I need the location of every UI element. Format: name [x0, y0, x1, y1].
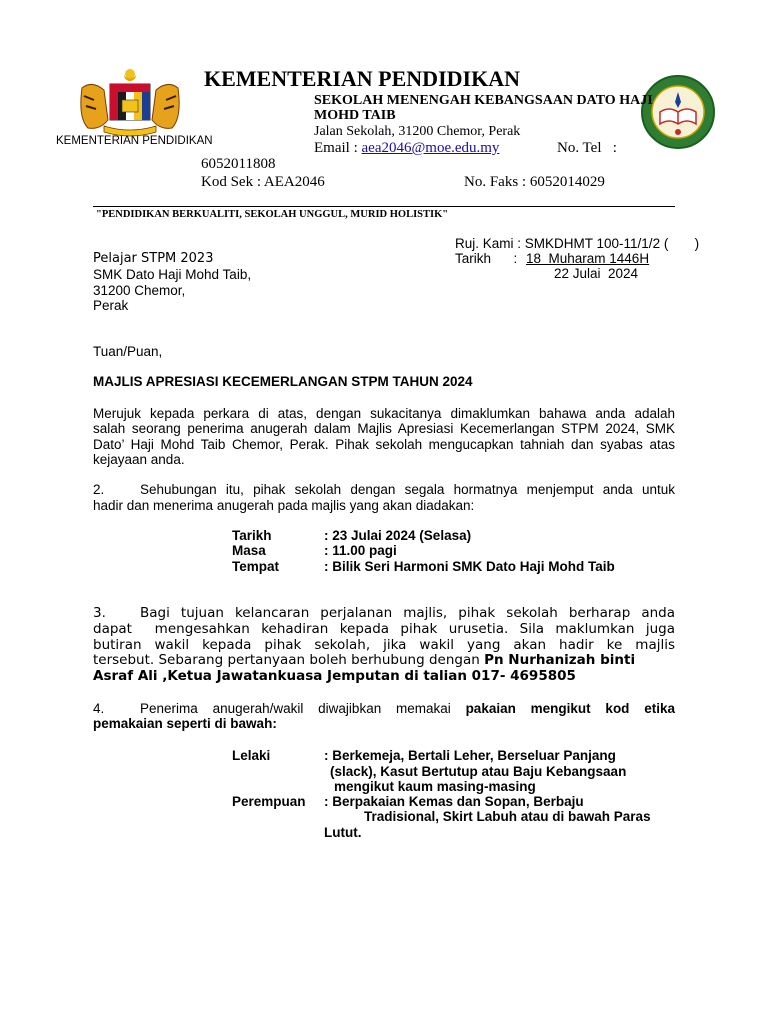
fax-number: No. Faks : 6052014029 — [464, 174, 605, 190]
para3-line3: butiran wakil kepada pihak sekolah, jika wakil yang akan hadir ke majlis — [93, 637, 675, 653]
para3-line1: Bagi tujuan kelancaran perjalanan majlis, pihak sekolah berharap anda — [140, 605, 675, 621]
header-divider — [93, 206, 675, 207]
salutation: Tuan/Puan, — [93, 344, 163, 359]
event-time-value: : 11.00 pagi — [324, 543, 397, 558]
para1-line3: Dato’ Haji Mohd Taib Chemor, Perak. Pihak sekolah mengucapkan tahniah dan syabas atas — [93, 437, 675, 452]
dress-female-line2: Tradisional, Skirt Labuh atau di bawah Paras — [364, 809, 651, 824]
tel-label: No. Tel : — [557, 140, 617, 156]
recipient-line1: Pelajar STPM 2023 — [93, 251, 214, 266]
school-motto: "PENDIDIKAN BERKUALITI, SEKOLAH UNGGUL, MURID HOLISTIK" — [96, 209, 449, 220]
para1-line4: kejayaan anda. — [93, 452, 185, 467]
tel-number: 6052011808 — [201, 156, 276, 172]
dress-male-label: Lelaki — [232, 748, 271, 763]
para3-line4-plain: tersebut. Sebarang pertanyaan boleh berhubung dengan — [93, 652, 485, 668]
ministry-title: KEMENTERIAN PENDIDIKAN — [204, 66, 520, 91]
letter-subject: MAJLIS APRESIASI KECEMERLANGAN STPM TAHUN 2024 — [93, 374, 473, 389]
para1-line1: Merujuk kepada perkara di atas, dengan sukacitanya dimaklumkan bahawa anda adalah — [93, 406, 675, 421]
school-badge-icon — [640, 74, 716, 150]
school-address: Jalan Sekolah, 31200 Chemor, Perak — [314, 124, 521, 139]
para4-number: 4. — [93, 701, 105, 716]
para2-line1: Sehubungan itu, pihak sekolah dengan segala hormatnya menjemput anda untuk — [140, 482, 675, 497]
para2-number: 2. — [93, 482, 105, 497]
coat-of-arms-icon — [60, 66, 200, 146]
event-venue-value: : Bilik Seri Harmoni SMK Dato Haji Mohd Taib — [324, 559, 615, 574]
email-line — [314, 140, 499, 157]
event-date-label: Tarikh — [232, 528, 272, 543]
contact-details: Asraf Ali ,Ketua Jawatankuasa Jemputan di talian 017- 4695805 — [93, 668, 576, 684]
school-name-line1: SEKOLAH MENENGAH KEBANGSAAN DATO HAJI — [314, 93, 653, 108]
para4-line1-plain: Penerima anugerah/wakil diwajibkan memakai — [140, 701, 466, 716]
para4-line1 — [140, 701, 675, 716]
reference-date-hijri: 18 Muharam 1446H — [526, 251, 650, 266]
para3-number: 3. — [93, 605, 106, 621]
recipient-line2: SMK Dato Haji Mohd Taib, — [93, 267, 252, 282]
para3-line2: dapat mengesahkan kehadiran kepada pihak urusetia. Sila maklumkan juga — [93, 621, 675, 637]
school-name-line2: MOHD TAIB — [314, 108, 396, 123]
ministry-logo-caption: KEMENTERIAN PENDIDIKAN — [56, 135, 213, 147]
para4-line2: pemakaian seperti di bawah: — [93, 716, 277, 731]
dress-male-line3: mengikut kaum masing-masing — [334, 779, 536, 794]
dress-male-line1: : Berkemeja, Bertali Leher, Berseluar Panjang — [324, 748, 616, 763]
school-badge — [640, 74, 716, 150]
email-label: Email : — [314, 140, 358, 156]
ministry-logo — [60, 66, 200, 146]
recipient-line3: 31200 Chemor, — [93, 283, 186, 298]
para4-line1-bold: pakaian mengikut kod etika — [465, 701, 675, 716]
reference-date-label: Tarikh : — [455, 251, 518, 266]
event-venue-label: Tempat — [232, 559, 280, 574]
event-date-value: : 23 Julai 2024 (Selasa) — [324, 528, 472, 543]
school-code: Kod Sek : AEA2046 — [201, 174, 325, 190]
para1-line2: salah seorang penerima anugerah dalam Majlis Apresiasi Kecemerlangan STPM 2024, SMK — [93, 421, 675, 436]
para2-line2: hadir dan menerima anugerah pada majlis yang akan diadakan: — [93, 498, 475, 513]
event-time-label: Masa — [232, 543, 266, 558]
dress-female-line1: : Berpakaian Kemas dan Sopan, Berbaju — [324, 794, 584, 809]
dress-male-line2: (slack), Kasut Bertutup atau Baju Kebangsaan — [330, 764, 627, 779]
recipient-line4: Perak — [93, 298, 129, 313]
dress-female-line3: Lutut. — [324, 825, 362, 840]
dress-female-label: Perempuan — [232, 794, 306, 809]
contact-person: Pn Nurhanizah binti — [484, 652, 636, 668]
reference-number: Ruj. Kami : SMKDHMT 100-11/1/2 ( ) — [455, 236, 700, 251]
email-link[interactable]: aea2046@moe.edu.my — [361, 140, 500, 156]
reference-date-masihi: 22 Julai 2024 — [554, 266, 639, 281]
para3-line4 — [93, 652, 635, 668]
